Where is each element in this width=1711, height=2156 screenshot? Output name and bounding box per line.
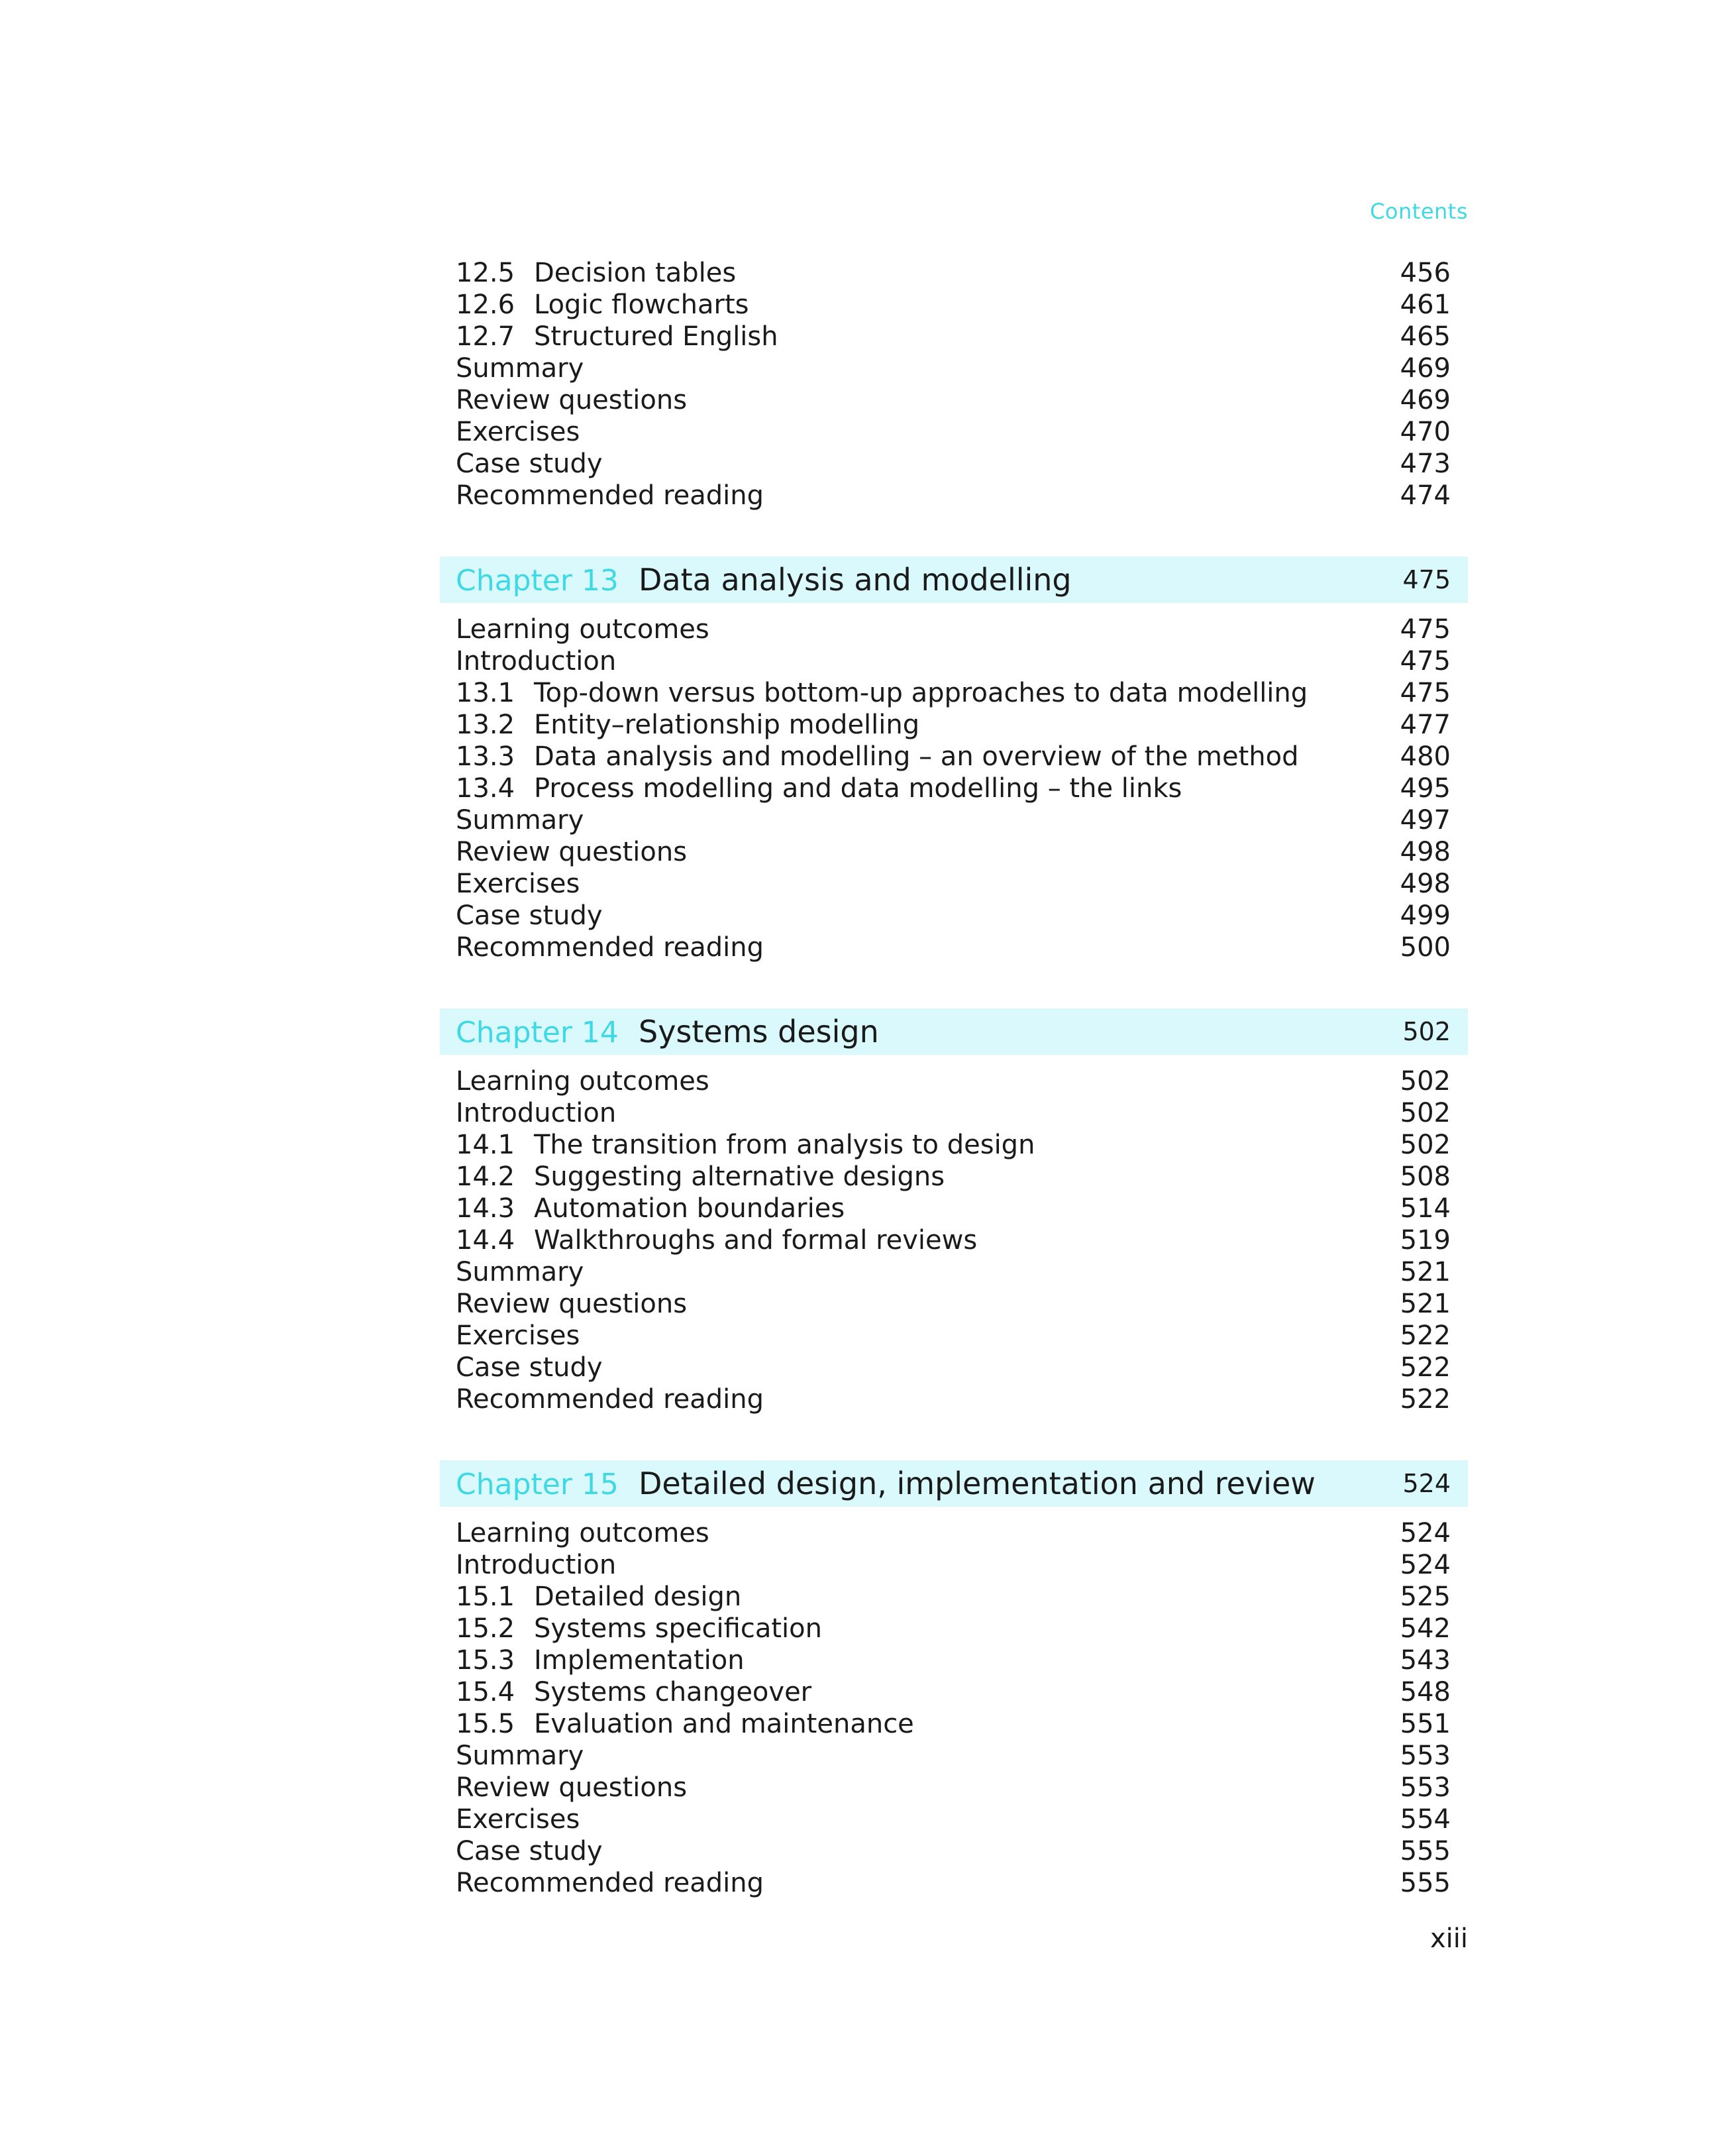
entry-title: Systems specification	[534, 1613, 822, 1644]
toc-entry	[440, 1129, 1468, 1161]
chapter-title: Data analysis and modelling	[639, 562, 1072, 598]
entry-page-number: 551	[1400, 1709, 1451, 1739]
toc-entry	[440, 773, 1468, 804]
page-folio: xiii	[1429, 1923, 1468, 1954]
entry-page-number: 502	[1400, 1098, 1451, 1128]
entry-page-number: 555	[1400, 1836, 1451, 1866]
toc-entry	[440, 384, 1468, 416]
toc-entry	[440, 804, 1468, 836]
entry-page-number: 465	[1400, 321, 1451, 352]
entry-title: Entity–relationship modelling	[534, 710, 920, 740]
toc-entry	[440, 1676, 1468, 1708]
entry-page-number: 514	[1400, 1193, 1451, 1224]
toc-entry	[440, 1613, 1468, 1644]
entry-title: Introduction	[456, 646, 617, 676]
entry-page-number: 475	[1400, 646, 1451, 676]
entry-page-number: 502	[1400, 1066, 1451, 1097]
entry-page-number: 495	[1400, 773, 1451, 804]
chapter-heading	[440, 1460, 1468, 1507]
entry-title: Summary	[456, 353, 584, 384]
entry-title: Learning outcomes	[456, 1518, 709, 1548]
toc-entry	[440, 677, 1468, 709]
entry-page-number: 525	[1400, 1582, 1451, 1612]
toc-entry	[440, 1581, 1468, 1613]
entry-title: Systems changeover	[534, 1677, 812, 1707]
toc-entry	[440, 352, 1468, 384]
entry-page-number: 461	[1400, 290, 1451, 320]
entry-page-number: 480	[1400, 741, 1451, 772]
chapter-title: Detailed design, implementation and review	[639, 1466, 1316, 1501]
toc-entry	[440, 1740, 1468, 1772]
entry-title: Evaluation and maintenance	[534, 1709, 914, 1739]
entry-page-number: 473	[1400, 449, 1451, 479]
section-number: 14.1	[456, 1130, 515, 1160]
entry-title: Exercises	[456, 869, 580, 899]
running-head: Contents	[1370, 199, 1468, 224]
entry-page-number: 475	[1400, 678, 1451, 708]
section-number: 12.5	[456, 258, 515, 288]
toc-entry	[440, 614, 1468, 645]
entry-page-number: 470	[1400, 417, 1451, 447]
section-number: 15.1	[456, 1582, 515, 1612]
toc-entry	[440, 416, 1468, 448]
entry-page-number: 548	[1400, 1677, 1451, 1707]
entry-title: Case study	[456, 1836, 603, 1866]
entry-title: Exercises	[456, 1804, 580, 1835]
entry-page-number: 522	[1400, 1384, 1451, 1415]
entry-title: The transition from analysis to design	[534, 1130, 1035, 1160]
entry-title: Recommended reading	[456, 1384, 764, 1415]
entry-page-number: 553	[1400, 1741, 1451, 1771]
toc-entry	[440, 932, 1468, 963]
entry-page-number: 469	[1400, 385, 1451, 415]
section-number: 15.3	[456, 1645, 515, 1676]
chapter-title: Systems design	[639, 1014, 879, 1050]
entry-title: Process modelling and data modelling – the links	[534, 773, 1182, 804]
toc-entry	[440, 1288, 1468, 1320]
entry-page-number: 497	[1400, 805, 1451, 835]
entry-title: Data analysis and modelling – an overview of the method	[534, 741, 1299, 772]
entry-title: Detailed design	[534, 1582, 742, 1612]
entry-title: Case study	[456, 1352, 603, 1383]
entry-title: Recommended reading	[456, 1868, 764, 1898]
entry-page-number: 498	[1400, 869, 1451, 899]
entry-title: Learning outcomes	[456, 1066, 709, 1097]
entry-title: Structured English	[534, 321, 778, 352]
toc-entry	[440, 1065, 1468, 1097]
toc-entry	[440, 1835, 1468, 1867]
toc-entry	[440, 1224, 1468, 1256]
toc-entry	[440, 1772, 1468, 1804]
entry-title: Recommended reading	[456, 932, 764, 963]
toc-entry	[440, 257, 1468, 289]
toc-entry	[440, 1256, 1468, 1288]
section-number: 14.4	[456, 1225, 515, 1256]
entry-title: Top-down versus bottom-up approaches to data modelling	[534, 678, 1308, 708]
entry-page-number: 555	[1400, 1868, 1451, 1898]
toc-entry	[440, 741, 1468, 773]
entry-page-number: 477	[1400, 710, 1451, 740]
section-number: 14.3	[456, 1193, 515, 1224]
section-number: 12.7	[456, 321, 515, 352]
toc-entry	[440, 709, 1468, 741]
chapter-page-number: 475	[1402, 565, 1451, 594]
section-number: 13.3	[456, 741, 515, 772]
toc-entry	[440, 289, 1468, 321]
toc-entry	[440, 1097, 1468, 1129]
entry-title: Review questions	[456, 385, 688, 415]
entry-page-number: 553	[1400, 1772, 1451, 1803]
entry-page-number: 521	[1400, 1289, 1451, 1319]
toc-entry	[440, 868, 1468, 900]
entry-page-number: 456	[1400, 258, 1451, 288]
section-number: 15.4	[456, 1677, 515, 1707]
entry-page-number: 469	[1400, 353, 1451, 384]
toc-entry	[440, 1161, 1468, 1193]
toc-entry	[440, 321, 1468, 352]
chapter-page-number: 524	[1402, 1469, 1451, 1498]
chapter-label: Chapter 14	[456, 1016, 619, 1050]
section-number: 14.2	[456, 1161, 515, 1192]
toc-entry	[440, 1352, 1468, 1383]
entry-title: Automation boundaries	[534, 1193, 845, 1224]
entry-title: Exercises	[456, 1321, 580, 1351]
entry-title: Suggesting alternative designs	[534, 1161, 945, 1192]
entry-title: Review questions	[456, 1772, 688, 1803]
entry-page-number: 524	[1400, 1550, 1451, 1580]
entry-title: Case study	[456, 900, 603, 931]
entry-page-number: 502	[1400, 1130, 1451, 1160]
toc-entry	[440, 1644, 1468, 1676]
entry-page-number: 543	[1400, 1645, 1451, 1676]
entry-title: Introduction	[456, 1550, 617, 1580]
entry-title: Exercises	[456, 417, 580, 447]
entry-title: Summary	[456, 1257, 584, 1287]
entry-page-number: 554	[1400, 1804, 1451, 1835]
entry-title: Summary	[456, 805, 584, 835]
entry-title: Logic flowcharts	[534, 290, 749, 320]
entry-page-number: 500	[1400, 932, 1451, 963]
chapter-label: Chapter 15	[456, 1468, 619, 1501]
entry-page-number: 508	[1400, 1161, 1451, 1192]
entry-title: Walkthroughs and formal reviews	[534, 1225, 978, 1256]
toc-entry	[440, 645, 1468, 677]
entry-page-number: 542	[1400, 1613, 1451, 1644]
toc-entry	[440, 1517, 1468, 1549]
toc-entry	[440, 1708, 1468, 1740]
entry-page-number: 475	[1400, 614, 1451, 645]
section-number: 13.4	[456, 773, 515, 804]
entry-page-number: 474	[1400, 480, 1451, 511]
entry-title: Review questions	[456, 1289, 688, 1319]
entry-title: Implementation	[534, 1645, 745, 1676]
toc-entry	[440, 1804, 1468, 1835]
toc-entry	[440, 1320, 1468, 1352]
section-number: 13.1	[456, 678, 515, 708]
toc-entry	[440, 1193, 1468, 1224]
section-number: 13.2	[456, 710, 515, 740]
section-number: 15.5	[456, 1709, 515, 1739]
toc-entry	[440, 836, 1468, 868]
entry-title: Review questions	[456, 837, 688, 867]
table-of-contents	[440, 257, 1468, 1899]
entry-title: Case study	[456, 449, 603, 479]
entry-page-number: 522	[1400, 1352, 1451, 1383]
entry-title: Summary	[456, 1741, 584, 1771]
entry-title: Learning outcomes	[456, 614, 709, 645]
toc-entry	[440, 448, 1468, 480]
entry-page-number: 499	[1400, 900, 1451, 931]
chapter-page-number: 502	[1402, 1017, 1451, 1046]
section-number: 15.2	[456, 1613, 515, 1644]
entry-page-number: 521	[1400, 1257, 1451, 1287]
toc-entry	[440, 1383, 1468, 1415]
toc-entry	[440, 1549, 1468, 1581]
chapter-heading	[440, 557, 1468, 603]
entry-page-number: 498	[1400, 837, 1451, 867]
chapter-heading	[440, 1008, 1468, 1055]
toc-entry	[440, 1867, 1468, 1899]
toc-entry	[440, 480, 1468, 512]
entry-title: Decision tables	[534, 258, 737, 288]
entry-page-number: 522	[1400, 1321, 1451, 1351]
entry-page-number: 519	[1400, 1225, 1451, 1256]
section-number: 12.6	[456, 290, 515, 320]
chapter-label: Chapter 13	[456, 564, 619, 598]
entry-page-number: 524	[1400, 1518, 1451, 1548]
toc-entry	[440, 900, 1468, 932]
entry-title: Recommended reading	[456, 480, 764, 511]
entry-title: Introduction	[456, 1098, 617, 1128]
